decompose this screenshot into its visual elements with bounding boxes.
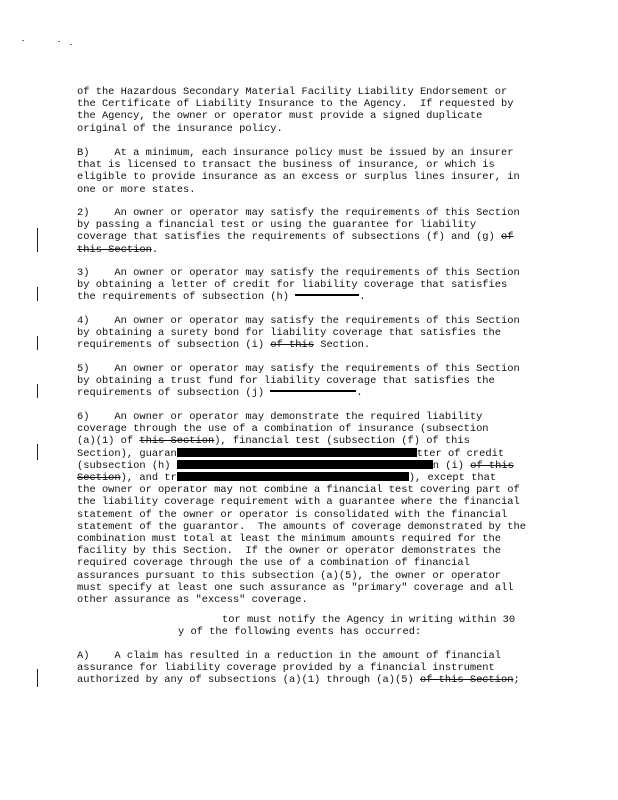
text-line: other assurance as "excess" coverage. [77,594,308,607]
redaction-block [177,460,433,469]
text-line [77,448,547,460]
text-run: coverage that satisfies the requirements of subsections (f) and (g) [77,231,502,244]
revision-bar [37,287,38,301]
paragraph-5 [77,363,547,400]
revision-bar [37,669,38,687]
deleted-text: this Section [77,243,152,256]
text-line: assurance for liability coverage provided by a financial instrument [77,662,495,675]
text-line: B) At a minimum, each insurance policy must be issued by an insurer [77,147,514,159]
text-line [77,231,547,243]
text-line: y of the following events has occurred: [178,626,422,639]
text-line: tor must notify the Agency in writing within 30 [222,614,516,626]
paragraph-a [77,650,547,687]
text-run: requirements of subsection (j) [77,387,271,400]
deleted-text: Section [77,472,121,485]
deleted-text: of this Section [419,674,514,687]
text-run: . [151,243,159,256]
text-line: required coverage through the use of a combination of financial [77,557,470,570]
text-line: the Certificate of Liability Insurance to the Agency. If requested by [77,98,514,111]
paragraph-b [77,147,547,196]
text-line: assurances pursuant to this subsection (a)(5), the owner or operator [77,569,502,582]
text-line: A) A claim has resulted in a reduction in the amount of financial [77,650,502,662]
text-line: by obtaining a trust fund for liability coverage that satisfies the [77,375,495,388]
text-line: by passing a financial test or using the guarantee for liability [77,219,477,232]
text-run: authorized by any of subsections (a)(1) through (a)(5) [77,674,420,687]
text-line: by obtaining a surety bond for liability coverage that satisfies the [77,327,502,340]
text-run: ; [513,674,520,687]
paragraph-6 [77,411,547,606]
deleted-text: of [501,231,514,244]
redaction-block [177,448,417,457]
text-run: ), except that [408,472,497,485]
scan-speck [58,41,60,42]
text-run: Section), guaran [77,447,177,460]
text-line: must specify at least one such assurance as "primary" coverage and all [77,581,514,594]
text-line: the owner or operator may not combine a financial test covering part of [77,484,520,497]
revision-bar [37,228,38,252]
text-run: . [356,387,363,400]
text-line: statement of the guarantor. The amounts of coverage demonstrated by the [77,520,526,533]
text-line: original of the insurance policy. [77,122,283,135]
text-run: (subsection (h) [77,459,177,472]
text-line: 4) An owner or operator may satisfy the requirements of this Section [77,315,520,327]
text-line: facility by this Section. If the owner or operator demonstrates the [77,545,502,558]
text-line: of the Hazardous Secondary Material Facility Liability Endorsement or [77,86,508,98]
text-line: coverage through the use of a combination of insurance (subsection [77,423,489,436]
text-line [77,339,547,351]
paragraph-3 [77,267,547,304]
revision-bar [37,444,38,460]
deleted-text: of this [270,339,314,352]
text-run: (a)(1) of [77,435,140,448]
text-line: 3) An owner or operator may satisfy the requirements of this Section [77,267,520,279]
text-line: 6) An owner or operator may demonstrate the required liability [77,411,483,423]
text-run: requirements of subsection (i) [77,339,271,352]
paragraph-continuation [77,86,547,135]
redaction-mark [295,294,359,296]
paragraph-2 [77,207,547,256]
text-line [77,435,547,447]
text-run: ), and tr [120,472,177,485]
text-line [77,472,547,484]
paragraph-notice-fragment [178,614,538,638]
text-line: eligible to provide insurance as an excess or surplus lines insurer, in [77,171,520,184]
redaction-block [177,472,409,481]
text-line [77,244,547,256]
paragraph-4 [77,315,547,352]
text-line [77,291,547,303]
deleted-text: of this [470,459,514,472]
text-line: combination must total at least the minimum amounts required for the [77,533,502,546]
text-run: the requirements of subsection (h) [77,291,296,304]
text-run: ), financial test (subsection (f) of this [214,435,470,448]
text-run: n (i) [432,459,471,472]
text-run: tter of credit [416,447,505,460]
text-line: 2) An owner or operator may satisfy the requirements of this Section [77,207,520,219]
text-line: 5) An owner or operator may satisfy the requirements of this Section [77,363,520,375]
text-line [77,387,547,399]
deleted-text: this Section [139,435,215,448]
text-run: Section. [313,339,371,352]
scan-speck [22,40,24,41]
text-line: the liability coverage requirement with a guarantee where the financial [77,496,520,509]
text-line: by obtaining a letter of credit for liability coverage that satisfies [77,279,508,292]
text-line: one or more states. [77,183,196,196]
revision-bar [37,336,38,350]
text-line [77,460,547,472]
text-run: . [359,291,366,304]
text-line: that is licensed to transact the business of insurance, or which is [77,159,495,172]
text-line: statement of the owner or operator is consolidated with the financial [77,508,508,521]
text-line: the Agency, the owner or operator must provide a signed duplicate [77,110,483,123]
revision-bar [37,384,38,398]
text-line [77,674,547,686]
scan-speck [70,44,72,45]
redaction-mark [270,390,356,392]
